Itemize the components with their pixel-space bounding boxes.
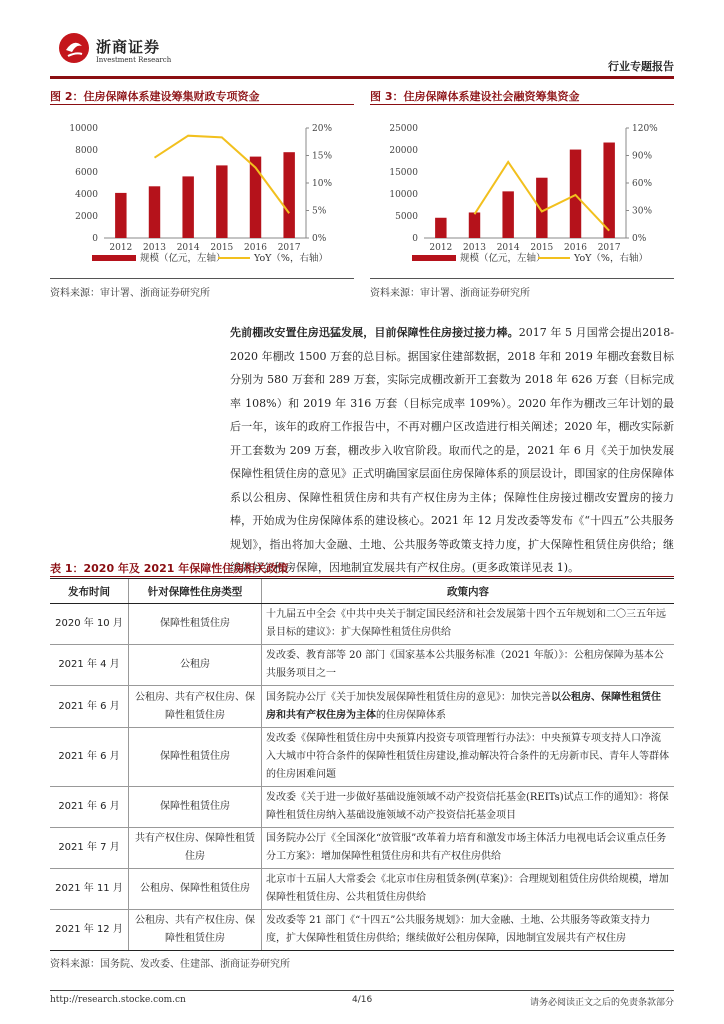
x-axis-tick-label: 2015 xyxy=(210,243,234,253)
table-1-title-rule xyxy=(50,576,674,577)
figure-3-title-rule xyxy=(370,104,674,105)
policy-text-tail: 的住房保障体系 xyxy=(376,709,446,721)
bar-2014 xyxy=(182,176,193,238)
table-1-source: 资料来源：国务院、发改委、住建部、浙商证券研究所 xyxy=(50,959,290,970)
figure-2-title-rule xyxy=(50,104,354,105)
row-policy-content xyxy=(262,828,675,869)
bar-2012 xyxy=(435,218,446,238)
bar-2016 xyxy=(570,150,581,238)
left-axis-tick-label: 2000 xyxy=(75,212,98,222)
row-policy-content xyxy=(262,787,675,828)
row-date: 2021 年 7 月 xyxy=(50,828,129,869)
right-axis-tick-label: 90% xyxy=(632,151,653,162)
right-axis-tick-label: 60% xyxy=(632,179,653,189)
right-axis-tick-label: 0% xyxy=(632,234,647,244)
x-axis-tick-label: 2017 xyxy=(597,243,621,253)
x-axis-tick-label: 2012 xyxy=(429,243,453,253)
bar-2012 xyxy=(115,193,126,238)
row-housing-type: 公租房、保障性租赁住房 xyxy=(129,869,262,910)
row-policy-content xyxy=(262,728,675,787)
left-axis-tick-label: 15000 xyxy=(389,168,418,178)
legend-bar-label: 规模（亿元，左轴） xyxy=(140,253,226,264)
figure-2-title: 图 2：住房保障体系建设筹集财政专项资金 xyxy=(50,90,260,103)
policy-text: 发改委《关于进一步做好基础设施领域不动产投资信托基金(REITs)试点工作的通知》：将保障性租赁住房纳入基础设施领域不动产投资信托基金项目 xyxy=(266,792,669,821)
row-housing-type: 共有产权住房、保障性租赁住房 xyxy=(129,828,262,869)
bar-2017 xyxy=(603,143,614,238)
x-axis-tick-label: 2016 xyxy=(564,243,587,253)
left-axis-tick-label: 20000 xyxy=(389,146,418,156)
left-axis-tick-label: 10000 xyxy=(389,190,418,200)
table-row xyxy=(50,728,674,787)
row-policy-content xyxy=(262,910,675,951)
bar-2013 xyxy=(469,212,480,238)
row-policy-content xyxy=(262,686,675,728)
x-axis-tick-label: 2016 xyxy=(244,243,267,253)
policy-text: 北京市十五届人大常委会《北京市住房租赁条例(草案)》：合理规划租赁住房供给规模，增加保障性租赁住房、公共租赁住房供给 xyxy=(266,874,669,903)
row-date: 2021 年 6 月 xyxy=(50,787,129,828)
x-axis-tick-label: 2014 xyxy=(496,243,520,253)
row-date: 2020 年 10 月 xyxy=(50,604,129,645)
header-type: 针对保障性住房类型 xyxy=(129,579,262,604)
row-housing-type: 公租房、共有产权住房、保障性租赁住房 xyxy=(129,686,262,728)
legend-line-label: YoY（%，右轴） xyxy=(574,253,648,264)
footer-divider xyxy=(50,990,674,991)
right-axis-tick-label: 20% xyxy=(312,124,333,134)
x-axis-tick-label: 2013 xyxy=(463,243,486,253)
company-name-cn: 浙商证券 xyxy=(96,38,161,56)
legend-bar-label: 规模（亿元，左轴） xyxy=(460,253,546,264)
disclaimer-note: 请务必阅读正文之后的免责条款部分 xyxy=(529,998,674,1008)
body-paragraph xyxy=(230,321,674,580)
policy-text: 国务院办公厅《全国深化“放管服”改革着力培育和激发市场主体活力电视电话会议重点任务分工方案》：增加保障性租赁住房和共有产权住房供给 xyxy=(266,833,667,862)
left-axis-tick-label: 5000 xyxy=(395,212,418,222)
policy-text: 国务院办公厅《关于加快发展保障性租赁住房的意见》：加快完善 xyxy=(266,691,551,703)
bar-2017 xyxy=(283,152,294,238)
x-axis-tick-label: 2017 xyxy=(277,243,301,253)
right-axis-tick-label: 10% xyxy=(312,179,333,189)
x-axis-tick-label: 2012 xyxy=(109,243,133,253)
figure-2-chart xyxy=(50,108,354,276)
policy-text: 发改委、教育部等 20 部门《国家基本公共服务标准（2021 年版）》：公租房保障为基本公共服务项目之一 xyxy=(266,650,664,679)
figure-3-chart xyxy=(370,108,674,276)
bar-2013 xyxy=(149,186,160,238)
bar-2015 xyxy=(216,165,227,238)
right-axis-tick-label: 0% xyxy=(312,234,327,244)
policy-text: 发改委等 21 部门《“十四五”公共服务规划》：加大金融、土地、公共服务等政策支持力度，扩大保障性租赁住房供给；继续做好公租房保障，因地制宜发展共有产权住房 xyxy=(266,915,651,944)
policy-text: 十九届五中全会《中共中央关于制定国民经济和社会发展第十四个五年规划和二〇三五年远景目标的建议》：扩大保障性租赁住房供给 xyxy=(266,609,666,638)
table-row xyxy=(50,910,674,951)
row-housing-type: 保障性租赁住房 xyxy=(129,728,262,787)
report-type-label: 行业专题报告 xyxy=(608,60,674,73)
row-date: 2021 年 6 月 xyxy=(50,686,129,728)
row-policy-content xyxy=(262,869,675,910)
right-axis-tick-label: 15% xyxy=(312,151,333,162)
row-housing-type: 保障性租赁住房 xyxy=(129,787,262,828)
legend-bar-swatch xyxy=(412,255,456,261)
figure-3-title: 图 3：住房保障体系建设社会融资筹集资金 xyxy=(370,90,580,103)
right-axis-tick-label: 5% xyxy=(312,206,327,217)
policy-emphasis: 以公租房、保障性租赁住房和共有产权住房为主体 xyxy=(266,691,661,721)
legend-line-label: YoY（%，右轴） xyxy=(254,253,328,264)
x-axis-tick-label: 2015 xyxy=(530,243,554,253)
left-axis-tick-label: 0 xyxy=(412,234,418,244)
figure-3-bottom-rule xyxy=(370,278,674,279)
row-date: 2021 年 6 月 xyxy=(50,728,129,787)
left-axis-tick-label: 4000 xyxy=(75,190,98,200)
page-header xyxy=(50,28,674,76)
row-housing-type: 保障性租赁住房 xyxy=(129,604,262,645)
left-axis-tick-label: 6000 xyxy=(75,168,98,178)
x-axis-tick-label: 2014 xyxy=(176,243,200,253)
row-date: 2021 年 12 月 xyxy=(50,910,129,951)
bar-2014 xyxy=(502,191,513,238)
page-number: 4/16 xyxy=(352,995,373,1005)
table-row xyxy=(50,686,674,728)
header-divider xyxy=(50,76,674,79)
table-row xyxy=(50,787,674,828)
legend-bar-swatch xyxy=(92,255,136,261)
right-axis-tick-label: 30% xyxy=(632,206,653,217)
row-housing-type: 公租房 xyxy=(129,645,262,686)
right-axis-tick-label: 120% xyxy=(632,124,658,134)
figure-3-source: 资料来源：审计署、浙商证券研究所 xyxy=(370,288,530,299)
left-axis-tick-label: 8000 xyxy=(75,146,98,156)
table-row xyxy=(50,604,674,645)
header-date: 发布时间 xyxy=(50,579,129,604)
table-header-row xyxy=(50,579,674,604)
policy-text: 发改委《保障性租赁住房中央预算内投资专项管理暂行办法》：中央预算专项支持人口净流入大城市中符合条件的保障性租赁住房建设,推动解决符合条件的无房新市民、青年人等群体的住房困难问题 xyxy=(266,733,670,780)
row-policy-content xyxy=(262,604,675,645)
row-date: 2021 年 4 月 xyxy=(50,645,129,686)
left-axis-tick-label: 25000 xyxy=(389,124,418,134)
policy-table xyxy=(50,578,674,951)
header-content: 政策内容 xyxy=(262,579,675,604)
figure-2-source: 资料来源：审计署、浙商证券研究所 xyxy=(50,288,210,299)
left-axis-tick-label: 10000 xyxy=(69,124,98,134)
company-name-en: Investment Research xyxy=(96,56,172,64)
x-axis-tick-label: 2013 xyxy=(143,243,166,253)
table-row xyxy=(50,645,674,686)
row-policy-content xyxy=(262,645,675,686)
table-row xyxy=(50,828,674,869)
bar-2015 xyxy=(536,178,547,238)
row-date: 2021 年 11 月 xyxy=(50,869,129,910)
paragraph-lead: 先前棚改安置住房迅猛发展，目前保障性住房接过接力棒。 xyxy=(230,326,519,339)
table-1-title: 表 1：2020 年及 2021 年保障性住房相关政策 xyxy=(50,562,289,575)
figure-2-bottom-rule xyxy=(50,278,354,279)
company-logo-icon xyxy=(58,32,90,64)
row-housing-type: 公租房、共有产权住房、保障性租赁住房 xyxy=(129,910,262,951)
table-row xyxy=(50,869,674,910)
left-axis-tick-label: 0 xyxy=(92,234,98,244)
footer-website-link[interactable]: http://research.stocke.com.cn xyxy=(50,995,186,1005)
paragraph-text: 2017 年 5 月国常会提出2018-2020 年棚改 1500 万套的总目标。据国家住建部数据，2018 年和 2019 年棚改套数目标分别为 580 万套和 289 万套，实际完成棚改新开工套数为 2018 年 626 万套（目标完成率 108%）和 2019 年 316 万套（目标完成率 109%）。2020 年作为棚改三年计划的最后一年，该年的政府工作报告中，不再对棚户区改造进行相关阐述；2020 年，棚改实际新开工套数为 209 万套，棚改步入收官阶段。取而代之的是，2021 年 6 月《关于加快发展保障性租赁住房的意见》正式明确国家层面住房保障体系的顶层设计，即国家的住房保障体系以公租房、保障性租赁住房和共有产权住房为主体；保障性住房接过棚改安置房的接力棒，开始成为住房保障体系的建设核心。2021 年 12 月发改委等发布《“十四五”公共服务规划》，指出将加大金融、土地、公共服务等政策支持力度，扩大保障性租赁住房供给；继续做好公租房保障，因地制宜发展共有产权住房。(更多政策详见表 1)。 xyxy=(230,326,674,574)
